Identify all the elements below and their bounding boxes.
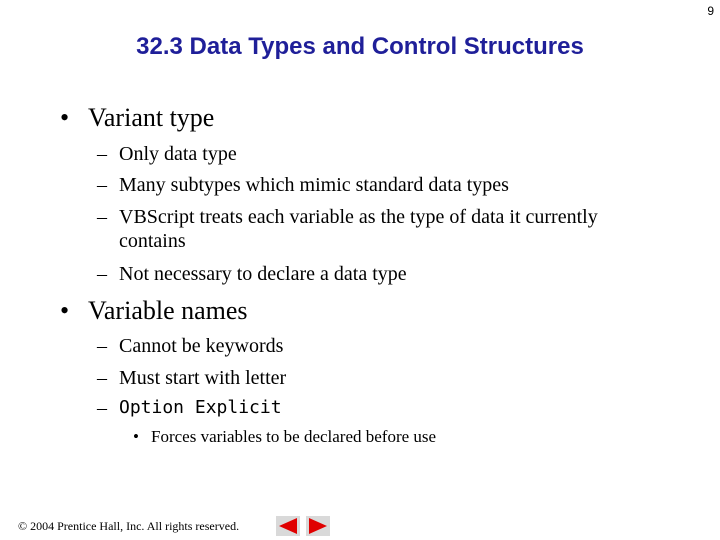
page-number: 9: [707, 4, 714, 18]
subitem-text: VBScript treats each variable as the type of data it currently contains: [119, 206, 598, 252]
dash: –: [97, 206, 107, 228]
dash: –: [97, 397, 107, 419]
dash: –: [97, 174, 107, 196]
dash: –: [97, 335, 107, 357]
right-arrow-icon: [306, 516, 330, 536]
bullet-dot: •: [133, 427, 139, 446]
code-keyword: Option Explicit: [119, 397, 282, 418]
subitem: [97, 173, 667, 197]
dash: –: [97, 263, 107, 285]
subitem-text: Many subtypes which mimic standard data types: [119, 174, 509, 196]
previous-slide-button[interactable]: [276, 516, 300, 536]
subitem-text: Cannot be keywords: [119, 335, 284, 357]
subitem-text: Must start with letter: [119, 367, 287, 389]
copyright-footer: © 2004 Prentice Hall, Inc. All rights reserved.: [18, 519, 240, 533]
sub-subitem: [133, 427, 436, 447]
subitem-text: Only data type: [119, 143, 237, 165]
subitem: [97, 366, 667, 390]
dash: –: [97, 143, 107, 165]
subitem: [97, 262, 667, 286]
sub-subitem-text: Forces variables to be declared before use: [151, 427, 437, 446]
bullet-dot: •: [60, 296, 70, 325]
dash: –: [97, 367, 107, 389]
bullet-variant-type: [60, 103, 214, 133]
bullet-dot: •: [60, 103, 70, 132]
subitem-code: [97, 396, 667, 420]
next-slide-button[interactable]: [306, 516, 330, 536]
bullet-label: Variant type: [88, 103, 215, 132]
subitem: [97, 142, 667, 166]
subitem-text: Not necessary to declare a data type: [119, 263, 407, 285]
subitem: [97, 334, 667, 358]
slide-title: 32.3 Data Types and Control Structures: [136, 33, 584, 60]
bullet-variable-names: [60, 296, 248, 326]
bullet-label: Variable names: [88, 296, 248, 325]
left-arrow-icon: [276, 516, 300, 536]
subitem: [97, 205, 667, 253]
